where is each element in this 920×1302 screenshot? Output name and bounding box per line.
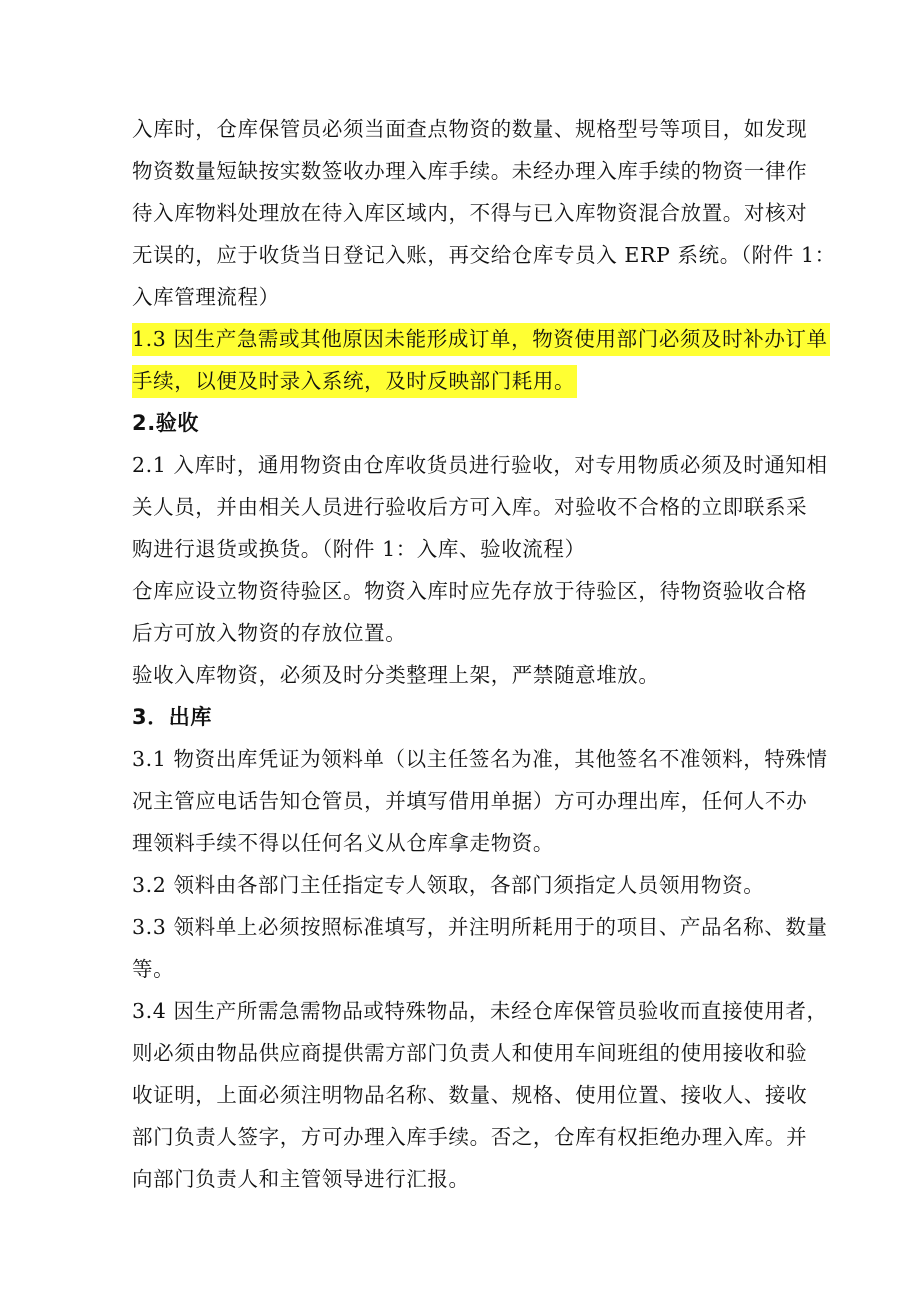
- paragraph-line: 入库时，仓库保管员必须当面查点物资的数量、规格型号等项目，如发现: [132, 117, 808, 141]
- paragraph-line: 物资数量短缺按实数签收办理入库手续。未经办理入库手续的物资一律作: [132, 159, 808, 183]
- paragraph-line: 况主管应电话告知仓管员，并填写借用单据）方可办理出库，任何人不办: [132, 789, 808, 813]
- section-heading-acceptance: 2.验收: [132, 411, 199, 435]
- paragraph-line: 3.3 领料单上必须按照标准填写，并注明所耗用于的项目、产品名称、数量: [132, 915, 828, 939]
- paragraph-line: 等。: [132, 957, 175, 981]
- paragraph-line: 向部门负责人和主管领导进行汇报。: [132, 1167, 470, 1191]
- paragraph-line: 收证明，上面必须注明物品名称、数量、规格、使用位置、接收人、接收: [132, 1083, 808, 1107]
- paragraph-line: 仓库应设立物资待验区。物资入库时应先存放于待验区，待物资验收合格: [132, 579, 808, 603]
- paragraph-line: 待入库物料处理放在待入库区域内，不得与已入库物资混合放置。对核对: [132, 201, 808, 225]
- paragraph-line: 3.2 领料由各部门主任指定专人领取，各部门须指定人员领用物资。: [132, 873, 765, 897]
- paragraph-line: 3.1 物资出库凭证为领料单（以主任签名为准，其他签名不准领料，特殊情: [132, 747, 828, 771]
- paragraph-line: 购进行退货或换货。（附件 1：入库、验收流程）: [132, 537, 586, 561]
- paragraph-line: 2.1 入库时，通用物资由仓库收货员进行验收，对专用物质必须及时通知相: [132, 453, 828, 477]
- paragraph-line: 关人员，并由相关人员进行验收后方可入库。对验收不合格的立即联系采: [132, 495, 808, 519]
- paragraph-line: 无误的，应于收货当日登记入账，再交给仓库专员入 ERP 系统。（附件 1：: [132, 243, 836, 267]
- section-heading-outbound: 3．出库: [132, 705, 213, 729]
- highlighted-line: [132, 318, 836, 360]
- paragraph-line: 入库管理流程）: [132, 285, 280, 309]
- paragraph-line: 验收入库物资，必须及时分类整理上架，严禁随意堆放。: [132, 663, 660, 687]
- highlight-text: 手续，以便及时录入系统，及时反映部门耗用。: [132, 365, 577, 398]
- document-body: [132, 108, 836, 1200]
- highlighted-line: [132, 360, 836, 402]
- highlight-text: 1.3 因生产急需或其他原因未能形成订单，物资使用部门必须及时补办订单: [132, 323, 830, 356]
- paragraph-line: 3.4 因生产所需急需物品或特殊物品，未经仓库保管员验收而直接使用者，: [132, 999, 828, 1023]
- paragraph-line: 则必须由物品供应商提供需方部门负责人和使用车间班组的使用接收和验: [132, 1041, 808, 1065]
- paragraph-line: 部门负责人签字，方可办理入库手续。否之，仓库有权拒绝办理入库。并: [132, 1125, 808, 1149]
- paragraph-line: 理领料手续不得以任何名义从仓库拿走物资。: [132, 831, 554, 855]
- paragraph-line: 后方可放入物资的存放位置。: [132, 621, 407, 645]
